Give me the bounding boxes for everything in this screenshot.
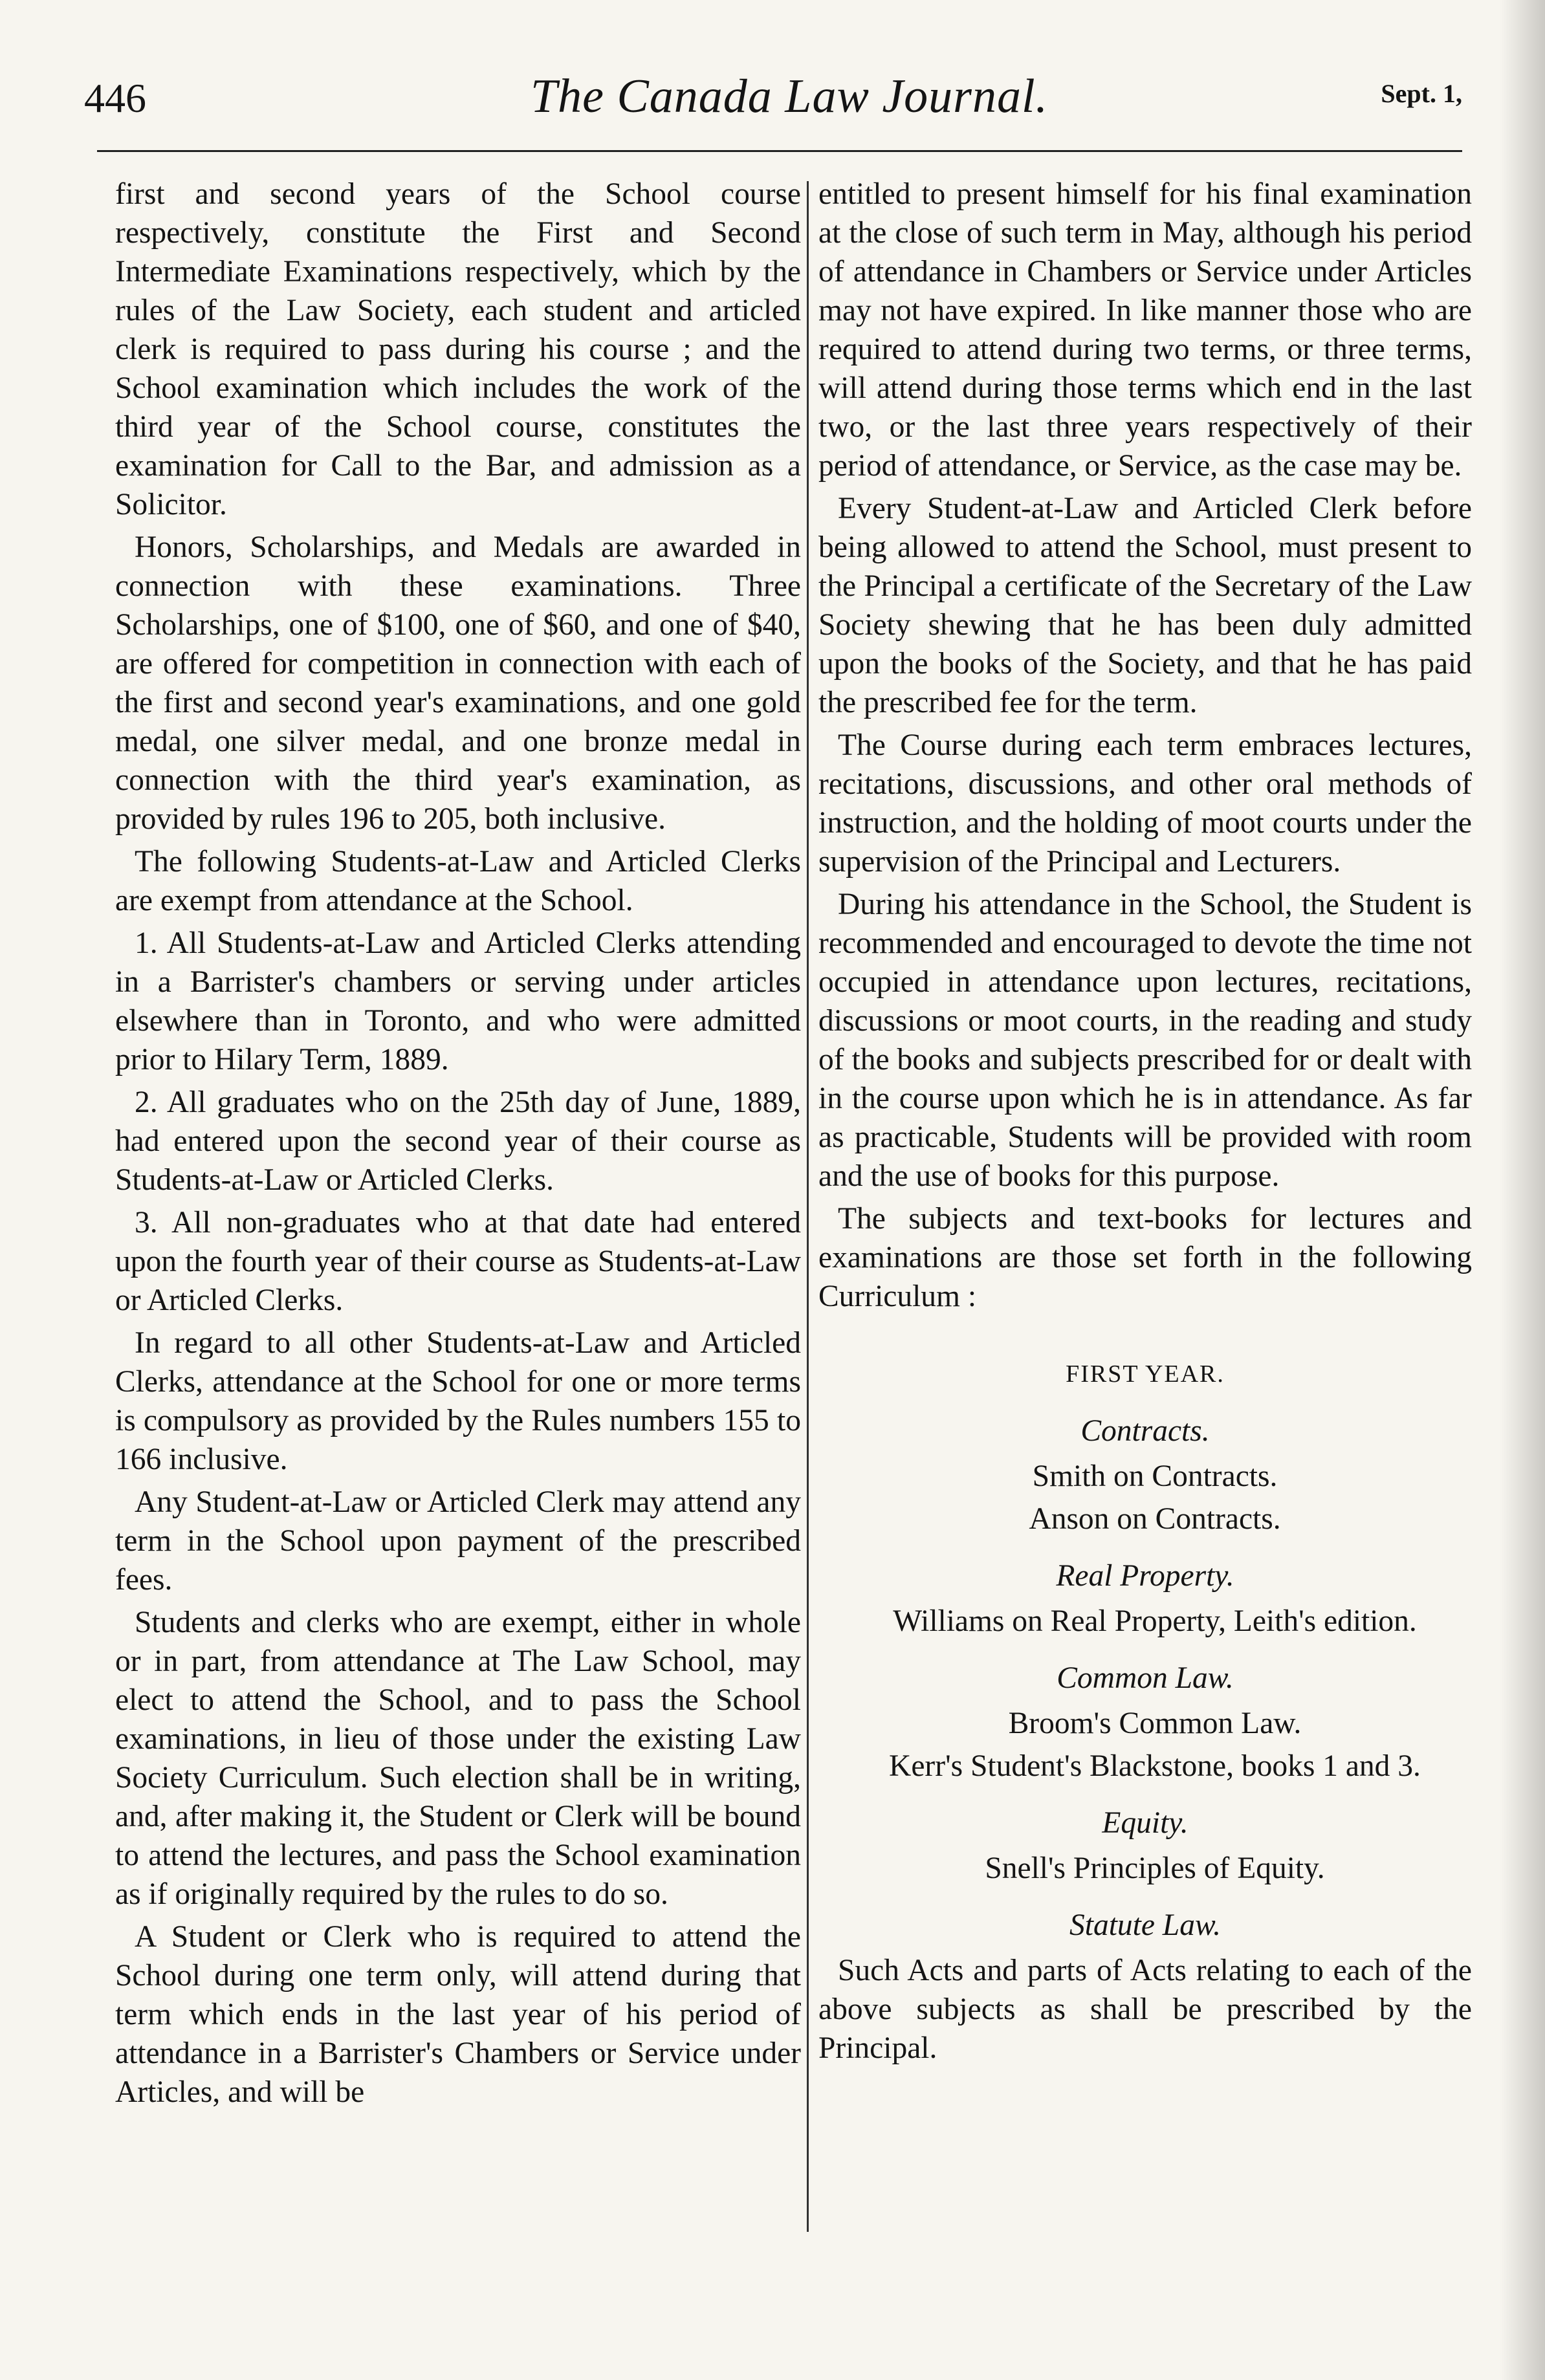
curriculum — [818, 1355, 1472, 2068]
paragraph: first and second years of the School course respectively, constitute the First and Second Intermediate Examinations respectively, which by the rules of the Law Society, each student and articled clerk is required to pass during his course ; and the School examination which includes the work of the third year of the School course, constitutes the examination for Call to the Bar, and admission as a Solicitor. — [115, 177, 801, 521]
text-book: Snell's Principles of Equity. — [985, 1851, 1325, 1885]
paragraph: During his attendance in the School, the Student is recommended and encouraged to devote the time not occupied in attendance upon lectures, recitations, discussions or moot courts, in the reading and study of the books and subjects prescribed for or dealt with in the course upon which he is in attendance. As far as practicable, Students will be provided with room and the use of books for this purpose. — [818, 888, 1472, 1193]
text-book: Such Acts and parts of Acts relating to each of the above subjects as shall be prescribed by the Principal. — [818, 1954, 1472, 2065]
journal-title: The Canada Law Journal. — [530, 70, 1049, 123]
paragraph: The subjects and text-books for lectures and examinations are those set forth in the following Curriculum : — [818, 1202, 1472, 1313]
subject-title: Equity. — [1102, 1806, 1189, 1840]
issue-date: Sept. 1, — [1381, 79, 1462, 108]
text-book: Broom's Common Law. — [1008, 1707, 1302, 1740]
paragraph: The Course during each term embraces lectures, recitations, discussions, and other oral methods of instruction, and the holding of moot courts under the supervision of the Principal and Lecturers. — [818, 728, 1472, 879]
subject-title: Contracts. — [1080, 1414, 1210, 1448]
paragraph: Honors, Scholarships, and Medals are awarded in connection with these examinations. Three Scholarships, one of $100, one of $60, and one of $40, are offered for competition in connection with each of the first and second year's examinations, and one gold medal, one silver medal, and one bronze medal in connection with the third year's examination, as provided by rules 196 to 205, both inclusive. — [115, 530, 801, 836]
page-number: 446 — [84, 75, 146, 121]
page-edge-shadow — [1500, 0, 1545, 2380]
paragraph: The following Students-at-Law and Articled Clerks are exempt from attendance at the School. — [115, 845, 801, 917]
subject-title: Real Property. — [1056, 1559, 1234, 1593]
right-column — [818, 175, 1472, 2071]
column-divider — [807, 181, 809, 2232]
paragraph: Students and clerks who are exempt, either in whole or in part, from attendance at The Law School, may elect to attend the School, and to pass the School examinations, in lieu of those under the existing Law Society Curriculum. Such election shall be in writing, and, after making it, the Student or Clerk will be bound to attend the lectures, and pass the School examination as if originally required by the rules to do so. — [115, 1606, 801, 1911]
paragraph: 1. All Students-at-Law and Articled Clerks attending in a Barrister's chambers or serving under articles elsewhere than in Toronto, and who were admitted prior to Hilary Term, 1889. — [115, 926, 801, 1076]
text-book: Anson on Contracts. — [1029, 1502, 1281, 1536]
subject-title: Common Law. — [1057, 1661, 1234, 1695]
paragraph: A Student or Clerk who is required to attend the School during one term only, will attend during that term which ends in the last year of his period of attendance in a Barrister's Chambers or Service under Articles, and will be — [115, 1920, 801, 2109]
paragraph: In regard to all other Students-at-Law and Articled Clerks, attendance at the School for one or more terms is compulsory as provided by the Rules numbers 155 to 166 inclusive. — [115, 1326, 801, 1476]
subject-title: Statute Law. — [1069, 1908, 1221, 1942]
paragraph: 3. All non-graduates who at that date had entered upon the fourth year of their course as Students-at-Law or Articled Clerks. — [115, 1206, 801, 1317]
text-book: Smith on Contracts. — [1032, 1459, 1278, 1493]
left-column — [115, 175, 801, 2115]
header-rule — [97, 150, 1462, 152]
running-header — [84, 61, 1495, 139]
paragraph: entitled to present himself for his final examination at the close of such term in May, although his period of attendance in Chambers or Service under Articles may not have expired. In like manner those who are required to attend during two terms, or three terms, will attend during those terms which end in the last two, or the last three years respectively of their period of attendance, or Service, as the case may be. — [818, 177, 1472, 483]
paragraph: 2. All graduates who on the 25th day of June, 1889, had entered upon the second year of their course as Students-at-Law or Articled Clerks. — [115, 1086, 801, 1197]
paragraph: Every Student-at-Law and Articled Clerk before being allowed to attend the School, must present to the Principal a certificate of the Secretary of the Law Society shewing that he has been duly admitted upon the books of the Society, and that he has paid the prescribed fee for the term. — [818, 492, 1472, 719]
text-book: Williams on Real Property, Leith's edition. — [893, 1604, 1417, 1638]
curriculum-year-heading: FIRST YEAR. — [1066, 1360, 1225, 1388]
paragraph: Any Student-at-Law or Articled Clerk may attend any term in the School upon payment of the prescribed fees. — [115, 1485, 801, 1597]
text-book: Kerr's Student's Blackstone, books 1 and 3. — [889, 1749, 1421, 1783]
